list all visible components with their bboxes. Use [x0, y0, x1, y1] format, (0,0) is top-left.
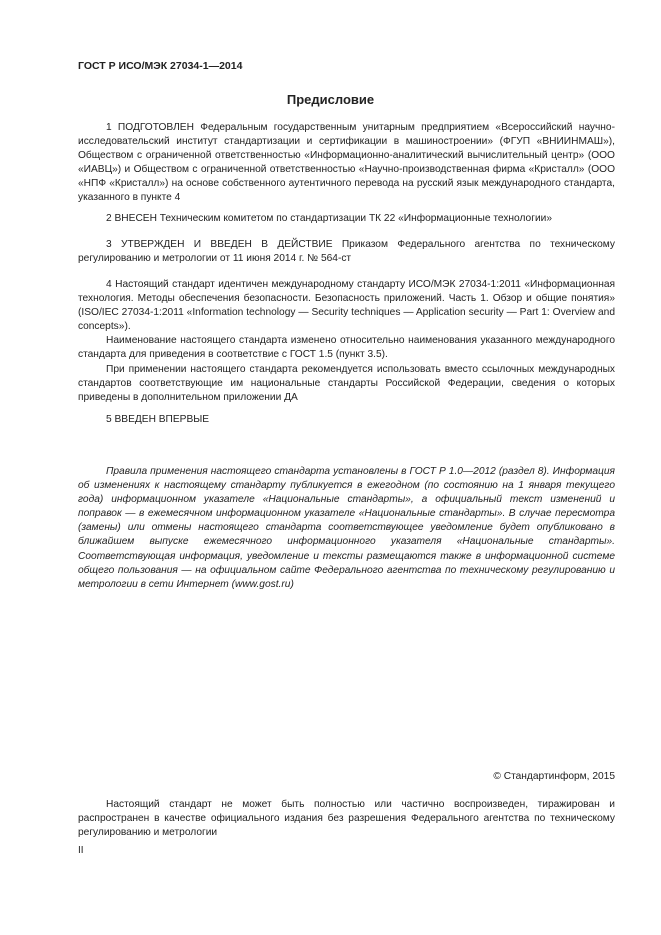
reproduction-notice-text: Настоящий стандарт не может быть полностью или частично воспроизведен, тиражирован и распространен в качестве официального издания без разрешения Федерального агентства по техническому регулированию и метрологии: [78, 799, 615, 839]
item-3: [78, 238, 615, 266]
item-4: [78, 278, 615, 405]
item-2-text: 2 ВНЕСЕН Техническим комитетом по стандартизации ТК 22 «Информационные технологии»: [106, 213, 552, 224]
page-title: Предисловие: [286, 92, 375, 107]
standard-header: ГОСТ Р ИСО/МЭК 27034-1—2014: [78, 60, 243, 72]
item-4-text: 4 Настоящий стандарт идентичен международному стандарту ИСО/МЭК 27034-1:2011 «Информационная технология. Методы обеспечения безопасности. Безопасность приложений. Часть 1. Обзор и общие понятия» (ISO/IEC 27034-1:2011 «Information technology — Security techniques — Application security — Part 1: Overview and concepts»).: [78, 279, 615, 333]
item-2: [78, 212, 615, 226]
item-4-rename-note: Наименование настоящего стандарта изменено относительно наименования указанного международного стандарта для приведения в соответствие с ГОСТ 1.5 (пункт 3.5).: [78, 335, 615, 361]
item-1: [78, 121, 615, 206]
item-3-text: 3 УТВЕРЖДЕН И ВВЕДЕН В ДЕЙСТВИЕ Приказом Федерального агентства по техническому регулированию и метрологии от 11 июня 2014 г. № 564-ст: [78, 239, 615, 265]
page-number: II: [78, 845, 84, 856]
item-5: [78, 413, 615, 427]
item-5-text: 5 ВВЕДЕН ВПЕРВЫЕ: [106, 414, 210, 425]
reproduction-notice: [78, 798, 615, 840]
item-4-application-note: При применении настоящего стандарта рекомендуется использовать вместо ссылочных международных стандартов соответствующие им национальные стандарты Российской Федерации, сведения о которых приведены в дополнительном приложении ДА: [78, 363, 615, 403]
application-notice: [78, 465, 615, 592]
item-1-text: 1 ПОДГОТОВЛЕН Федеральным государственным унитарным предприятием «Всероссийский научно-исследовательский институт стандартизации и сертификации в машиностроении» (ФГУП «ВНИИНМАШ»), Обществом с ограниченной ответственностью «Информационно-аналитический вычислительный центр» (ООО «ИАВЦ») и Обществом с ограниченной ответственностью «Научно-производственная фирма «Кристалл» (ООО «НПФ «Кристалл») на основе собственного аутентичного перевода на русский язык международного стандарта, указанного в пункте 4: [78, 122, 615, 204]
copyright: © Стандартинформ, 2015: [493, 771, 615, 782]
application-notice-text: Правила применения настоящего стандарта установлены в ГОСТ Р 1.0—2012 (раздел 8). Информация об изменениях к настоящему стандарту публикуется в ежегодном (по состоянию на 1 января текущего года) информационном указателе «Национальные стандарты», а официальный текст изменений и поправок — в ежемесячном информационном указателе «Национальные стандарты». В случае пересмотра (замены) или отмены настоящего стандарта соответствующее уведомление будет опубликовано в ближайшем выпуске ежемесячного информационного указателя «Национальные стандарты». Соответствующая информация, уведомление и тексты размещаются также в информационной системе общего пользования — на официальном сайте Федерального агентства по техническому регулированию и метрологии в сети Интернет (www.gost.ru): [78, 466, 615, 590]
